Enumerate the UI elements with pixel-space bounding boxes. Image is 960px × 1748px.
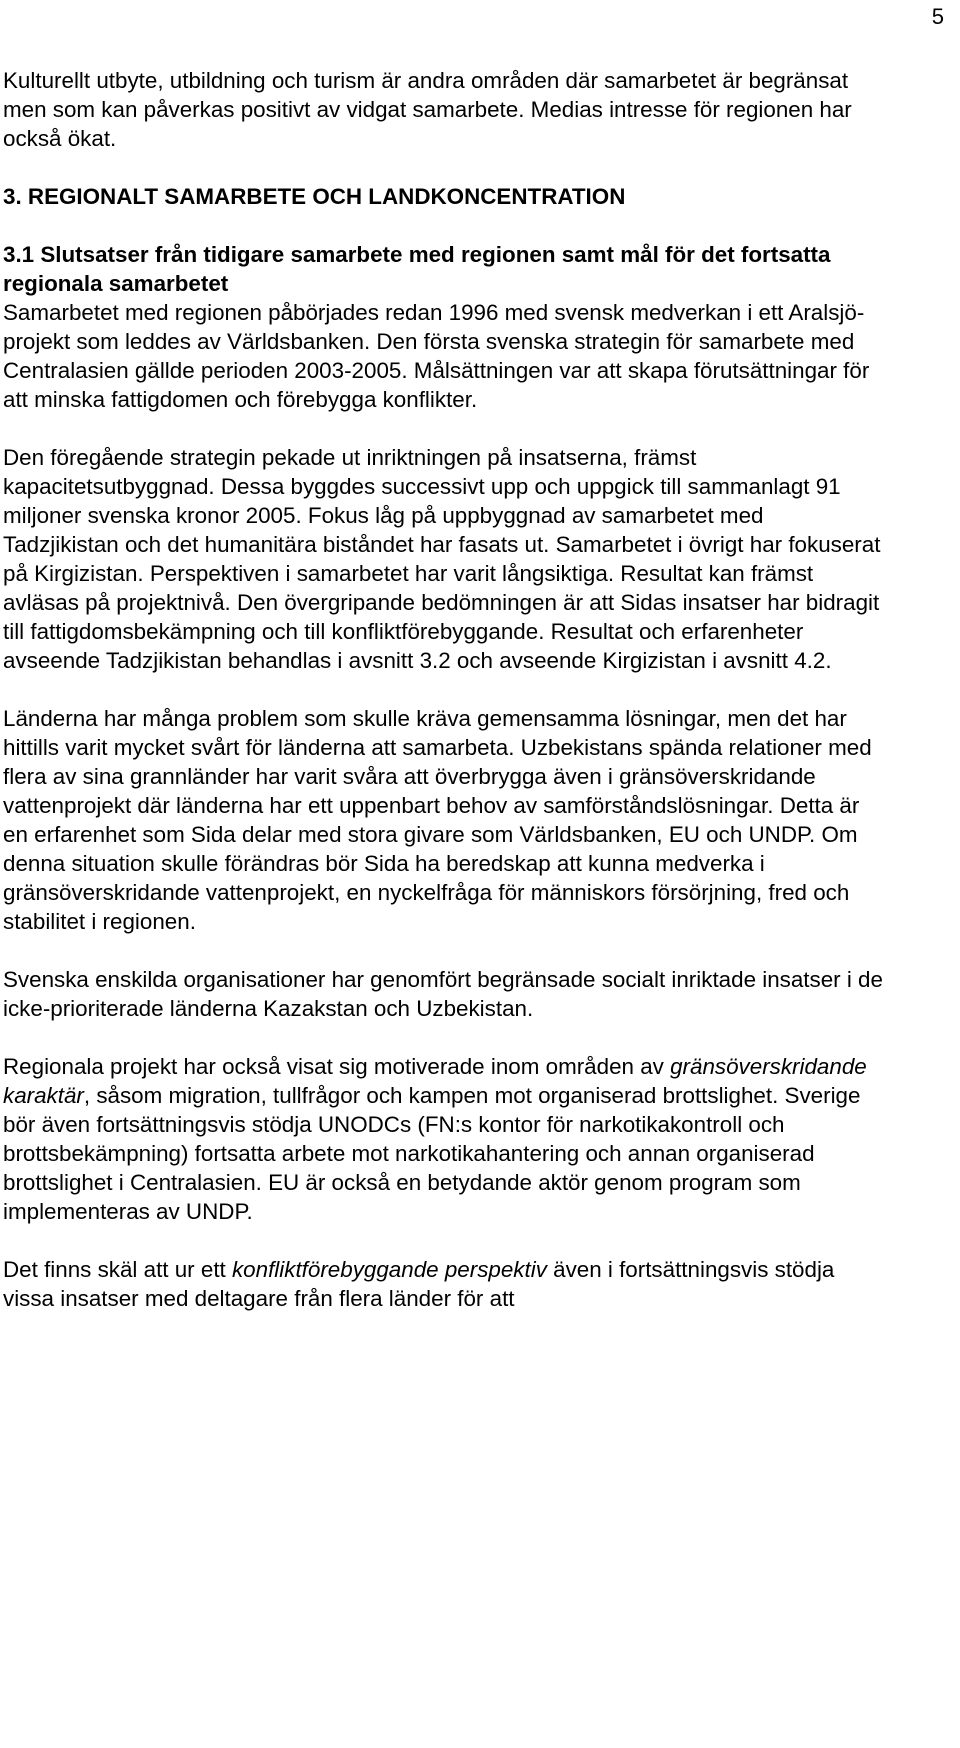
text-fragment: även i fortsättningsvis stödja vissa insatser med deltagare från flera länder för att: [3, 1257, 835, 1311]
section-heading: 3. REGIONALT SAMARBETE OCH LANDKONCENTRATION: [3, 184, 626, 209]
paragraph-regional-projects: [3, 1052, 883, 1226]
page-number: 5: [931, 4, 944, 29]
paragraph-previous-strategy: Den föregående strategin pekade ut inriktningen på insatserna, främst kapacitetsutbyggnad. Dessa byggdes successivt upp och uppgick till sammanlagt 91 miljoner svenska kronor 2005. Fokus låg på uppbyggnad av samarbetet med Tadzjikistan och det humanitära biståndet har fasats ut. Samarbetet i övrigt har fokuserat på Kirgizistan. Perspektiven i samarbetet har varit långsiktiga. Resultat kan främst avläsas på projektnivå. Den övergripande bedömningen är att Sidas insatser har bidragit till fattigdomsbekämpning och till konfliktförebyggande. Resultat och erfarenheter avseende Tadzjikistan behandlas i avsnitt 3.2 och avseende Kirgizistan i avsnitt 4.2.: [3, 445, 881, 673]
paragraph-conflict-prevention: [3, 1255, 883, 1313]
emphasis-text: gränsöverskridande karaktär: [3, 1054, 867, 1108]
paragraph-history: Samarbetet med regionen påbörjades redan 1996 med svensk medverkan i ett Aralsjö-projekt som leddes av Världsbanken. Den första svenska strategin för samarbete med Centralasien gällde perioden 2003-2005. Målsättningen var att skapa förutsättningar för att minska fattigdomen och förebygga konflikter.: [3, 300, 870, 412]
paragraph-ngo: Svenska enskilda organisationer har genomfört begränsade socialt inriktade insatser i de icke-prioriterade länderna Kazakstan och Uzbekistan.: [3, 967, 883, 1021]
emphasis-text: konfliktförebyggande perspektiv: [231, 1257, 547, 1282]
text-fragment: Det finns skäl att ur ett: [3, 1257, 232, 1282]
text-fragment: Regionala projekt har också visat sig motiverade inom områden av: [3, 1054, 671, 1079]
subsection-heading: 3.1 Slutsatser från tidigare samarbete med regionen samt mål för det fortsatta regionala samarbetet: [3, 242, 831, 296]
paragraph-culture: Kulturellt utbyte, utbildning och turism är andra områden där samarbetet är begränsat men som kan påverkas positivt av vidgat samarbete. Medias intresse för regionen har också ökat.: [3, 68, 852, 151]
document-body: [3, 66, 883, 1313]
text-fragment: , såsom migration, tullfrågor och kampen mot organiserad brottslighet. Sverige bör även fortsättningsvis stödja UNODCs (FN:s kontor för narkotikakontroll och brottsbekämpning) fortsatta arbete mot narkotikahantering och annan organiserad brottslighet i Centralasien. EU är också en betydande aktör genom program som implementeras av UNDP.: [3, 1083, 861, 1224]
paragraph-regional-problems: Länderna har många problem som skulle kräva gemensamma lösningar, men det har hittills varit mycket svårt för länderna att samarbeta. Uzbekistans spända relationer med flera av sina grannländer har varit svåra att överbrygga även i gränsöverskridande vattenprojekt där länderna har ett uppenbart behov av samförståndslösningar. Detta är en erfarenhet som Sida delar med stora givare som Världsbanken, EU och UNDP. Om denna situation skulle förändras bör Sida ha beredskap att kunna medverka i gränsöverskridande vattenprojekt, en nyckelfråga för människors försörjning, fred och stabilitet i regionen.: [3, 706, 872, 934]
